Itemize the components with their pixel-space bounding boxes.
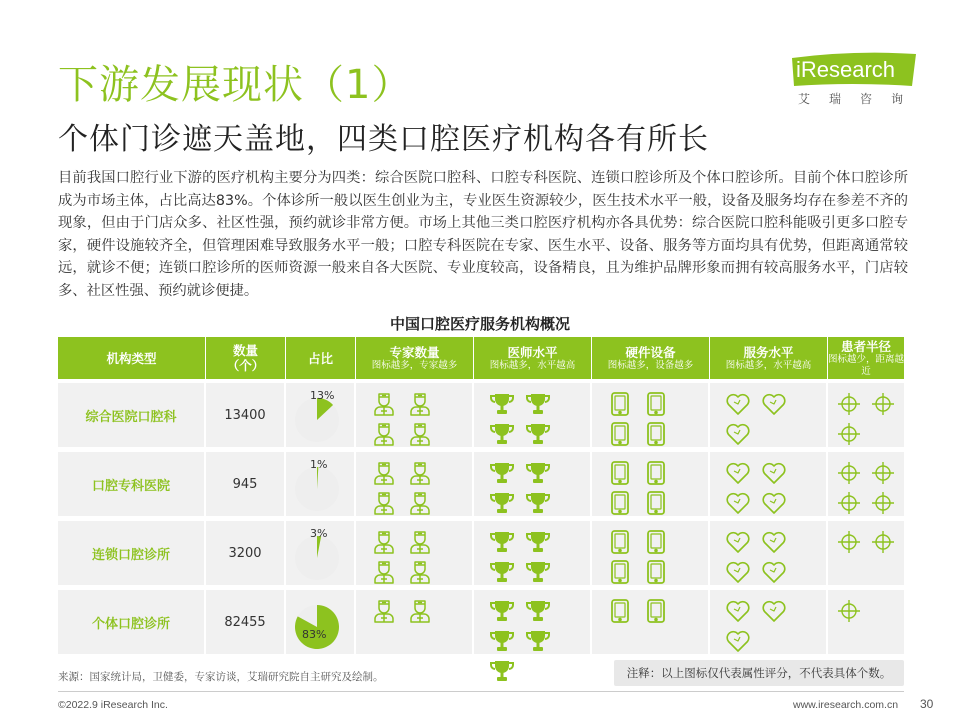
doctor-icon bbox=[366, 458, 402, 488]
header-hardware-note: 图标越多，设备越多 bbox=[607, 359, 694, 371]
tablet-icon bbox=[602, 458, 638, 488]
tablet-icon bbox=[602, 596, 638, 626]
crosshair-icon bbox=[866, 389, 900, 419]
share-label: 3% bbox=[310, 527, 328, 540]
cell-hardware bbox=[592, 452, 710, 516]
header-count bbox=[206, 337, 286, 379]
cell-radius bbox=[828, 590, 904, 654]
cell-share bbox=[286, 521, 356, 585]
crosshair-icon bbox=[832, 596, 866, 626]
table-row bbox=[58, 452, 904, 516]
cell-count bbox=[206, 452, 286, 516]
heart-icon bbox=[720, 626, 756, 656]
table-row bbox=[58, 383, 904, 447]
cell-type bbox=[58, 383, 206, 447]
heart-icon bbox=[720, 557, 756, 587]
iresearch-logo bbox=[792, 52, 923, 108]
doctor-icon bbox=[366, 488, 402, 518]
cell-doctor bbox=[474, 452, 592, 516]
heart-icon bbox=[720, 389, 756, 419]
tablet-icon bbox=[638, 458, 674, 488]
header-service bbox=[710, 337, 828, 379]
cell-expert bbox=[356, 383, 474, 447]
heart-icon bbox=[756, 389, 792, 419]
crosshair-icon bbox=[832, 389, 866, 419]
cell-service bbox=[710, 521, 828, 585]
institution-count: 945 bbox=[232, 476, 258, 492]
institution-count: 13400 bbox=[224, 407, 266, 423]
share-pie-chart bbox=[294, 466, 340, 512]
cell-count bbox=[206, 590, 286, 654]
cell-radius bbox=[828, 383, 904, 447]
heart-icon bbox=[720, 419, 756, 449]
header-doctor-note: 图标越多，水平越高 bbox=[489, 359, 576, 371]
tablet-icon bbox=[638, 557, 674, 587]
trophy-icon bbox=[484, 389, 520, 419]
header-type bbox=[58, 337, 206, 379]
cell-type bbox=[58, 452, 206, 516]
trophy-icon bbox=[484, 557, 520, 587]
cell-expert bbox=[356, 590, 474, 654]
institution-count: 82455 bbox=[224, 614, 266, 630]
source-note: 来源：国家统计局，卫健委，专家访谈，艾瑞研究院自主研究及绘制。 bbox=[58, 671, 384, 683]
doctor-icon bbox=[402, 527, 438, 557]
doctor-icon bbox=[402, 596, 438, 626]
copyright: ©2022.9 iResearch Inc. bbox=[58, 699, 168, 711]
doctor-icon bbox=[402, 458, 438, 488]
header-expert-note: 图标越多，专家越多 bbox=[371, 359, 458, 371]
doctor-icon bbox=[402, 389, 438, 419]
tablet-icon bbox=[638, 488, 674, 518]
cell-expert bbox=[356, 452, 474, 516]
heart-icon bbox=[720, 596, 756, 626]
header-radius-note: 图标越少，距离越近 bbox=[828, 353, 905, 377]
heart-icon bbox=[756, 557, 792, 587]
footer-divider bbox=[58, 691, 904, 692]
header-count-unit: （个） bbox=[226, 358, 265, 373]
share-pie bbox=[286, 521, 354, 585]
trophy-icon bbox=[484, 626, 520, 656]
cell-doctor bbox=[474, 521, 592, 585]
website: www.iresearch.com.cn bbox=[793, 699, 899, 711]
cell-doctor bbox=[474, 383, 592, 447]
tablet-icon bbox=[638, 419, 674, 449]
header-share-label: 占比 bbox=[307, 350, 333, 366]
doctor-icon bbox=[366, 596, 402, 626]
share-pie-chart bbox=[294, 604, 340, 650]
tablet-icon bbox=[602, 488, 638, 518]
header-radius-label: 患者半径 bbox=[840, 338, 891, 354]
tablet-icon bbox=[638, 527, 674, 557]
trophy-icon bbox=[520, 458, 556, 488]
heart-icon bbox=[756, 488, 792, 518]
doctor-icon bbox=[402, 419, 438, 449]
table-row bbox=[58, 590, 904, 654]
cell-share bbox=[286, 452, 356, 516]
crosshair-icon bbox=[866, 458, 900, 488]
cell-share bbox=[286, 590, 356, 654]
tablet-icon bbox=[638, 596, 674, 626]
cell-doctor bbox=[474, 590, 592, 654]
share-label: 1% bbox=[310, 458, 328, 471]
institution-count: 3200 bbox=[228, 545, 262, 561]
table-row bbox=[58, 521, 904, 585]
share-label: 13% bbox=[310, 389, 335, 402]
trophy-icon bbox=[484, 596, 520, 626]
heart-icon bbox=[756, 596, 792, 626]
logo-cn-text: 艾瑞咨询 bbox=[798, 92, 923, 106]
trophy-icon bbox=[520, 488, 556, 518]
doctor-icon bbox=[402, 488, 438, 518]
crosshair-icon bbox=[832, 527, 866, 557]
page-subtitle: 个体门诊遮天盖地，四类口腔医疗机构各有所长 bbox=[58, 122, 709, 157]
intro-paragraph: 目前我国口腔行业下游的医疗机构主要分为四类：综合医院口腔科、口腔专科医院、连锁口腔诊所及个体口腔诊所。目前个体口腔诊所成为市场主体，占比高达83%。个体诊所一般以医生创业为主，专业医生资源较少，医生技术水平一般，设备及服务均存在参差不齐的现象，但由于门店众多、社区性强，预约就诊非常方便。市场上其他三类口腔医疗机构亦各具优势：综合医院口腔科能吸引更多口腔专家，硬件设施较齐全，但管理困难导致服务水平一般；口腔专科医院在专家、医生水平、设备、服务等方面均具有优势，但距离通常较远，就诊不便；连锁口腔诊所的医师资源一般来自各大医院、专业度较高，设备精良，且为维护品牌形象而拥有较高服务水平，门店较多、社区性强、预约就诊便捷。 bbox=[58, 170, 908, 299]
icon-note: 注释：以上图标仅代表属性评分，不代表具体个数。 bbox=[614, 660, 904, 686]
crosshair-icon bbox=[832, 419, 866, 449]
doctor-icon bbox=[366, 557, 402, 587]
tablet-icon bbox=[602, 527, 638, 557]
share-pie bbox=[286, 590, 354, 654]
header-expert bbox=[356, 337, 474, 379]
institution-name: 个体口腔诊所 bbox=[91, 616, 170, 632]
cell-count bbox=[206, 383, 286, 447]
cell-service bbox=[710, 590, 828, 654]
share-pie-chart bbox=[294, 397, 340, 443]
trophy-icon bbox=[484, 458, 520, 488]
cell-share bbox=[286, 383, 356, 447]
tablet-icon bbox=[602, 389, 638, 419]
header-doctor-label: 医师水平 bbox=[507, 344, 558, 360]
cell-type bbox=[58, 590, 206, 654]
trophy-icon bbox=[484, 527, 520, 557]
institution-name: 连锁口腔诊所 bbox=[91, 547, 170, 563]
page-number: 30 bbox=[920, 697, 934, 711]
crosshair-icon bbox=[866, 527, 900, 557]
share-label: 83% bbox=[302, 628, 327, 641]
crosshair-icon bbox=[866, 488, 900, 518]
trophy-icon bbox=[520, 419, 556, 449]
tablet-icon bbox=[602, 557, 638, 587]
doctor-icon bbox=[366, 527, 402, 557]
header-hardware-label: 硬件设备 bbox=[625, 344, 676, 360]
doctor-icon bbox=[402, 557, 438, 587]
heart-icon bbox=[756, 458, 792, 488]
trophy-icon bbox=[520, 527, 556, 557]
cell-radius bbox=[828, 521, 904, 585]
heart-icon bbox=[720, 527, 756, 557]
institution-name: 口腔专科医院 bbox=[91, 478, 170, 494]
crosshair-icon bbox=[832, 458, 866, 488]
heart-icon bbox=[756, 527, 792, 557]
header-radius bbox=[828, 337, 904, 379]
share-pie bbox=[286, 383, 354, 447]
cell-expert bbox=[356, 521, 474, 585]
cell-type bbox=[58, 521, 206, 585]
table-header bbox=[58, 337, 904, 379]
trophy-icon bbox=[484, 419, 520, 449]
trophy-icon bbox=[484, 656, 520, 686]
doctor-icon bbox=[366, 419, 402, 449]
trophy-icon bbox=[520, 626, 556, 656]
header-share bbox=[286, 337, 356, 379]
logo-text: iResearch bbox=[796, 57, 896, 82]
cell-radius bbox=[828, 452, 904, 516]
trophy-icon bbox=[520, 389, 556, 419]
table-title: 中国口腔医疗服务机构概况 bbox=[389, 315, 570, 333]
header-doctor bbox=[474, 337, 592, 379]
tablet-icon bbox=[602, 419, 638, 449]
share-pie-chart bbox=[294, 535, 340, 581]
cell-count bbox=[206, 521, 286, 585]
doctor-icon bbox=[366, 389, 402, 419]
header-hardware bbox=[592, 337, 710, 379]
cell-hardware bbox=[592, 590, 710, 654]
tablet-icon bbox=[638, 389, 674, 419]
header-expert-label: 专家数量 bbox=[389, 344, 440, 360]
page-title: 下游发展现状（1） bbox=[58, 62, 413, 108]
trophy-icon bbox=[484, 488, 520, 518]
institution-name: 综合医院口腔科 bbox=[85, 409, 177, 425]
share-pie bbox=[286, 452, 354, 516]
header-service-note: 图标越多，水平越高 bbox=[725, 359, 812, 371]
header-service-label: 服务水平 bbox=[743, 344, 794, 360]
trophy-icon bbox=[520, 596, 556, 626]
crosshair-icon bbox=[832, 488, 866, 518]
cell-hardware bbox=[592, 521, 710, 585]
heart-icon bbox=[720, 458, 756, 488]
cell-hardware bbox=[592, 383, 710, 447]
heart-icon bbox=[720, 488, 756, 518]
trophy-icon bbox=[520, 557, 556, 587]
header-count-label: 数量 bbox=[232, 343, 258, 358]
cell-service bbox=[710, 383, 828, 447]
header-type-label: 机构类型 bbox=[106, 350, 157, 366]
cell-service bbox=[710, 452, 828, 516]
